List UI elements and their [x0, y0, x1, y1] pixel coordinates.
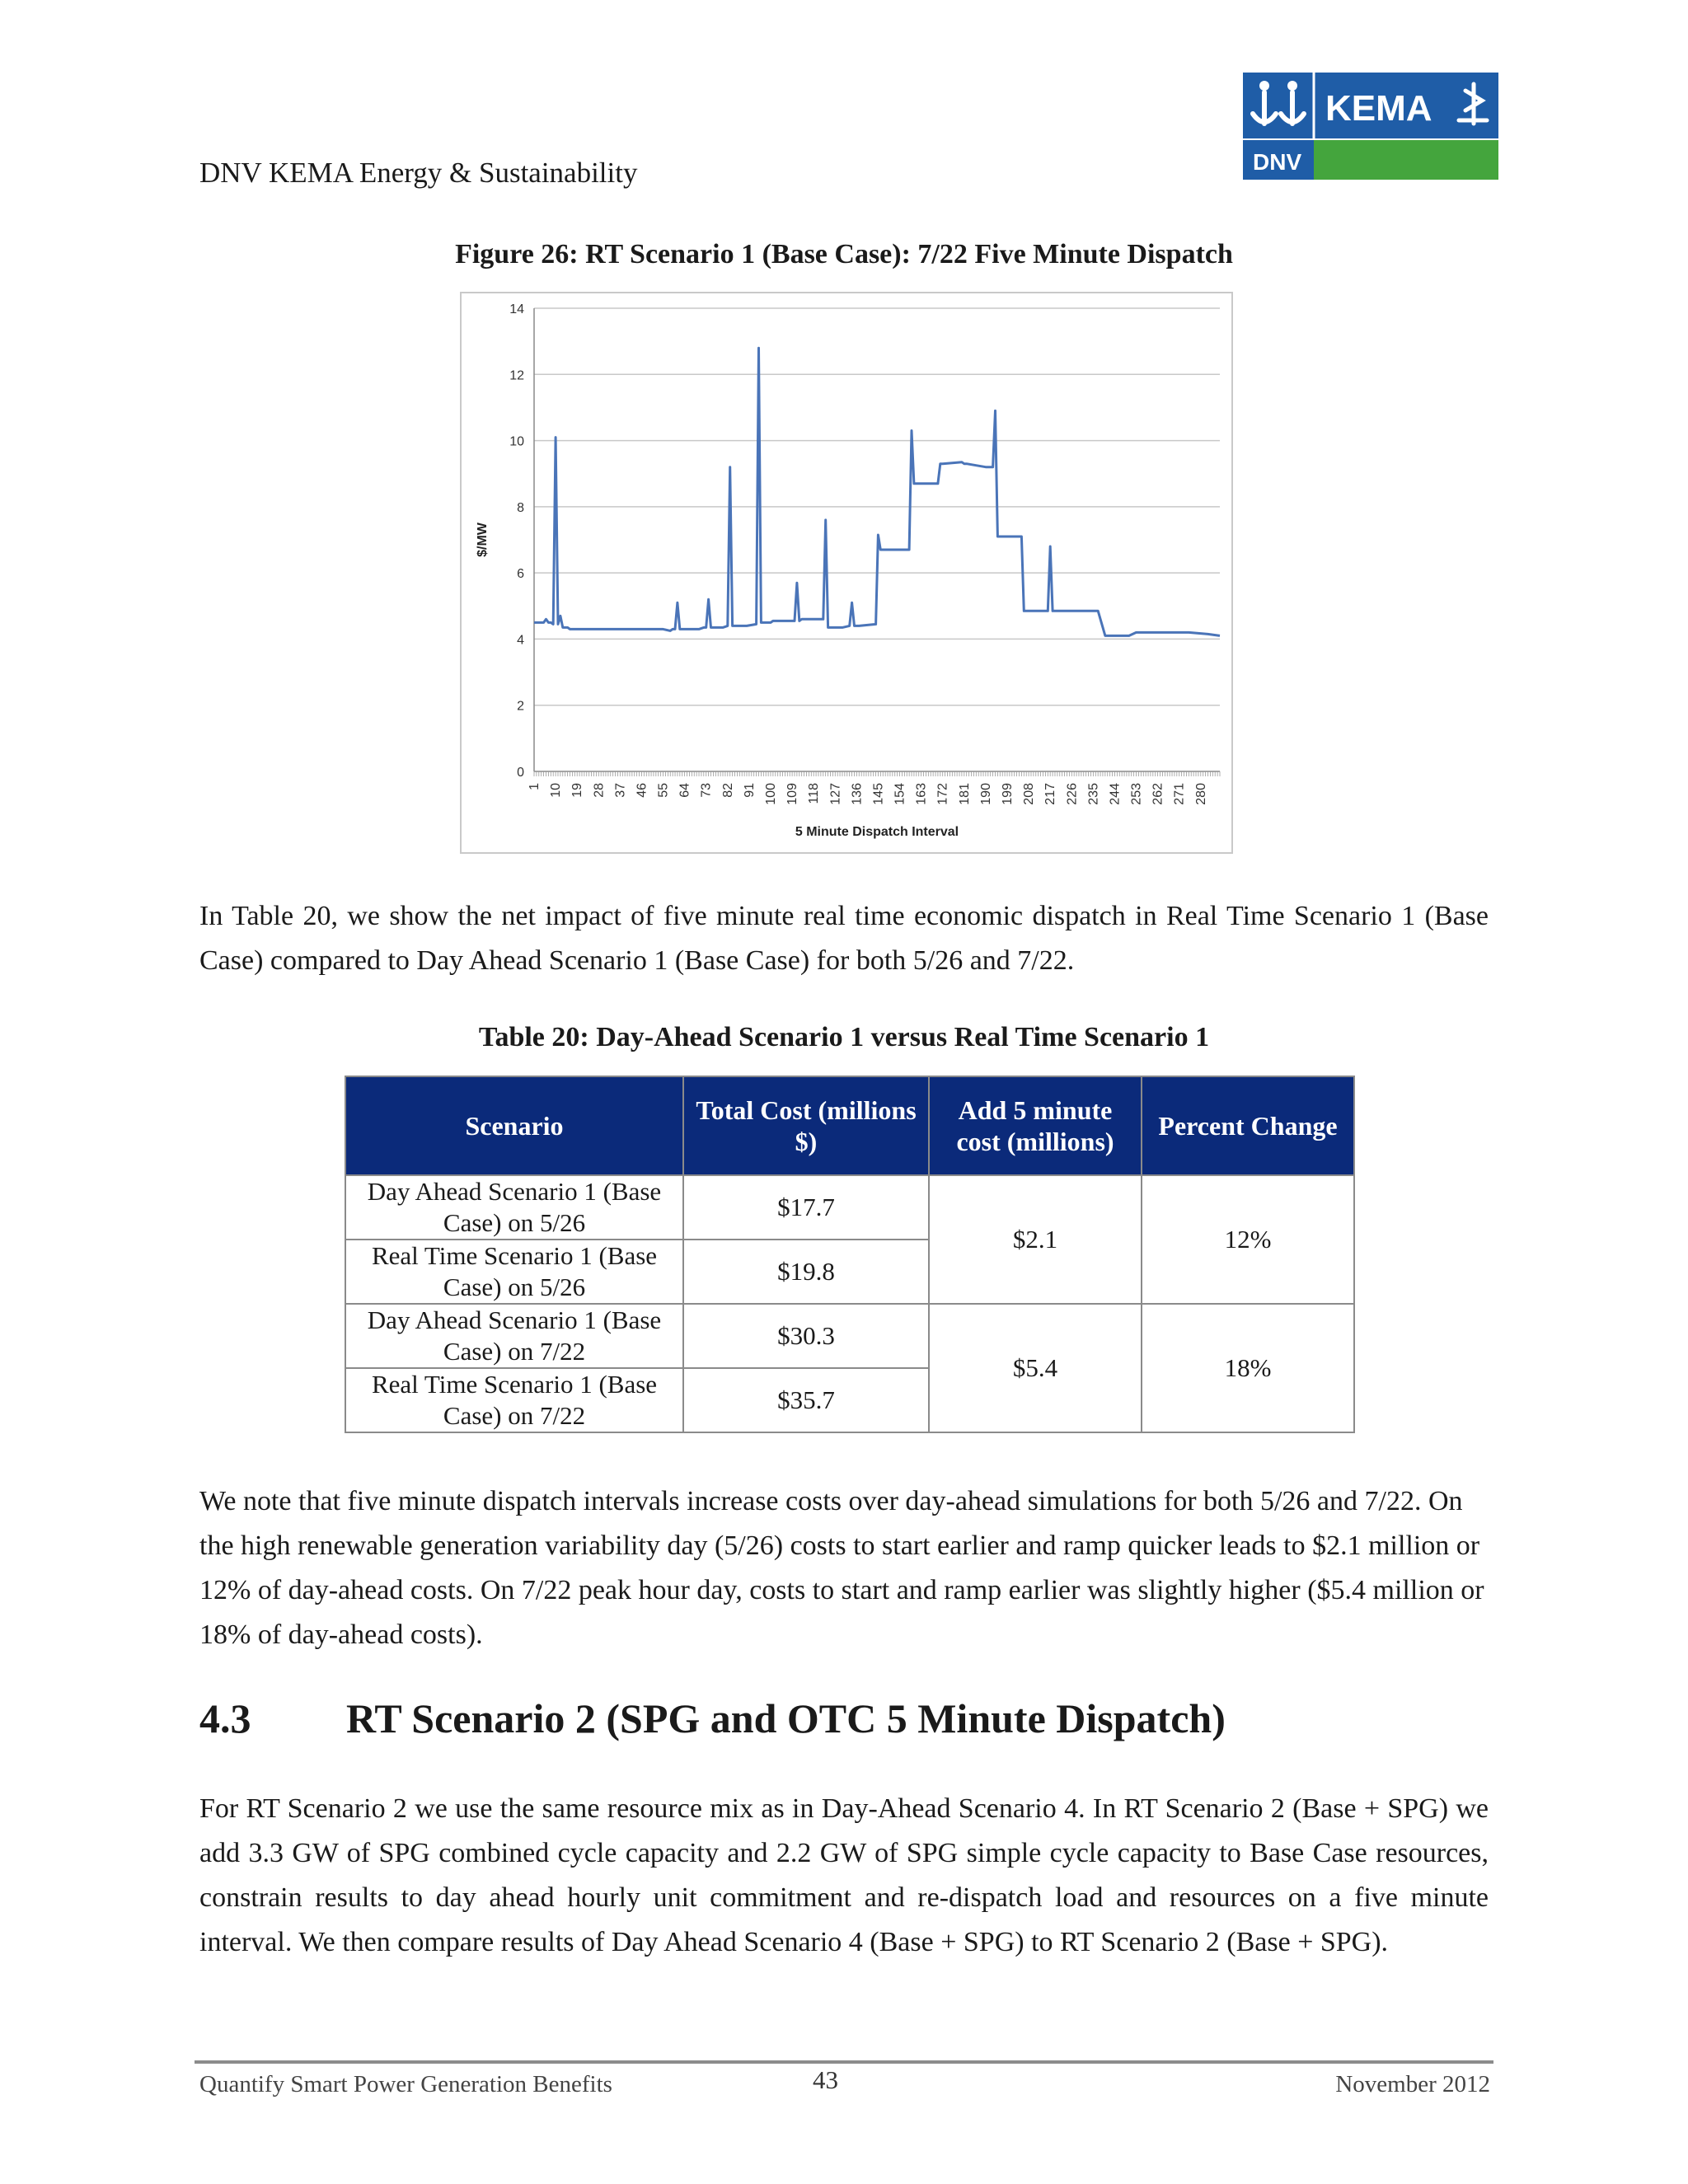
- x-tick-label: 244: [1108, 783, 1123, 805]
- x-tick-label: 28: [592, 783, 607, 798]
- x-tick-label: 262: [1151, 783, 1165, 805]
- x-tick-label: 91: [742, 783, 757, 798]
- footer-divider: [195, 2060, 1493, 2064]
- x-tick-label: 226: [1065, 783, 1080, 805]
- y-tick-label: 8: [517, 500, 524, 515]
- x-tick-label: 64: [678, 783, 692, 798]
- col-header-total-cost: Total Cost (millions $): [683, 1076, 929, 1175]
- x-tick-label: 1: [528, 783, 542, 790]
- paragraph-findings: We note that five minute dispatch intervals increase costs over day-ahead simulations for both 5/26 and 7/22. On the high renewable generation variability day (5/26) costs to start earlier and ramp quicker leads to $2.1 million or 12% of day-ahead costs. On 7/22 peak hour day, costs to start and ramp earlier was slightly higher ($5.4 million or 18% of day-ahead costs).: [199, 1486, 1484, 1650]
- x-tick-label: 10: [549, 783, 564, 798]
- cell-scenario: Real Time Scenario 1 (Base Case) on 7/22: [345, 1368, 683, 1432]
- cell-total-cost: $30.3: [683, 1304, 929, 1368]
- x-tick-label: 100: [763, 783, 778, 805]
- x-tick-label: 73: [699, 783, 714, 798]
- x-tick-label: 271: [1172, 783, 1187, 805]
- cell-total-cost: $19.8: [683, 1240, 929, 1304]
- table-row: [345, 1304, 1354, 1368]
- footer-page-number: 43: [813, 2065, 838, 2094]
- x-tick-label: 208: [1022, 783, 1037, 805]
- logo-kema-text: KEMA: [1325, 88, 1432, 129]
- footer-document-title: Quantify Smart Power Generation Benefits: [199, 2071, 612, 2097]
- line-chart: [460, 292, 1233, 854]
- x-tick-label: 163: [914, 783, 929, 805]
- x-tick-label: 253: [1129, 783, 1144, 805]
- footer-date: November 2012: [1335, 2071, 1490, 2097]
- cell-add-cost: $2.1: [929, 1175, 1142, 1304]
- col-header-percent-change: Percent Change: [1142, 1076, 1354, 1175]
- x-tick-label: 118: [807, 783, 822, 804]
- x-tick-label: 109: [785, 783, 800, 805]
- x-tick-label: 172: [935, 783, 950, 805]
- x-tick-label: 181: [957, 783, 972, 805]
- cell-scenario: Day Ahead Scenario 1 (Base Case) on 7/22: [345, 1304, 683, 1368]
- y-tick-label: 4: [517, 633, 524, 648]
- section-title: RT Scenario 2 (SPG and OTC 5 Minute Dispatch): [346, 1695, 1226, 1741]
- cell-add-cost: $5.4: [929, 1304, 1142, 1432]
- cost-comparison-table: [345, 1076, 1355, 1433]
- x-tick-label: 199: [1000, 783, 1015, 805]
- figure-title: Figure 26: RT Scenario 1 (Base Case): 7/22 Five Minute Dispatch: [455, 239, 1233, 269]
- x-tick-label: 82: [720, 783, 735, 798]
- x-tick-label: 136: [850, 783, 865, 805]
- section-heading: [199, 1694, 1226, 1742]
- cell-total-cost: $17.7: [683, 1175, 929, 1240]
- x-tick-label: 127: [828, 783, 843, 805]
- x-tick-label: 55: [656, 783, 671, 798]
- cell-scenario: Day Ahead Scenario 1 (Base Case) on 5/26: [345, 1175, 683, 1240]
- col-header-add-cost: Add 5 minute cost (millions): [929, 1076, 1142, 1175]
- y-tick-label: 6: [517, 567, 524, 582]
- y-tick-label: 14: [509, 302, 524, 316]
- paragraph-intro: In Table 20, we show the net impact of five minute real time economic dispatch in Real Time Scenario 1 (Base Case) compared to Day Ahead Scenario 1 (Base Case) for both 5/26 and 7/22.: [199, 901, 1489, 976]
- x-tick-label: 37: [613, 783, 628, 798]
- col-header-scenario: Scenario: [345, 1076, 683, 1175]
- y-axis-label: $/MW: [476, 523, 490, 557]
- paragraph-rt-scenario-2: For RT Scenario 2 we use the same resource mix as in Day-Ahead Scenario 4. In RT Scenario 2 (Base + SPG) we add 3.3 GW of SPG combined cycle capacity and 2.2 GW of SPG simple cycle capacity to Base Case resources, constrain results to day ahead hourly unit commitment and re-dispatch load and resources on a five minute interval. We then compare results of Day Ahead Scenario 4 (Base + SPG) to RT Scenario 2 (Base + SPG).: [199, 1793, 1489, 1957]
- section-number: 4.3: [199, 1695, 251, 1741]
- x-tick-label: 145: [871, 783, 886, 805]
- kema-dnv-logo: [1243, 73, 1498, 181]
- cell-percent-change: 18%: [1142, 1304, 1354, 1432]
- x-tick-label: 280: [1193, 783, 1208, 805]
- x-tick-label: 217: [1043, 783, 1058, 805]
- logo-dnv-text: DNV: [1253, 149, 1302, 175]
- cell-total-cost: $35.7: [683, 1368, 929, 1432]
- cell-scenario: Real Time Scenario 1 (Base Case) on 5/26: [345, 1240, 683, 1304]
- x-tick-label: 19: [570, 783, 585, 798]
- x-tick-label: 190: [978, 783, 993, 805]
- table-row: [345, 1175, 1354, 1240]
- table-title: Table 20: Day-Ahead Scenario 1 versus Real Time Scenario 1: [478, 1022, 1210, 1052]
- chart-svg: [462, 293, 1235, 855]
- x-tick-label: 235: [1086, 783, 1101, 805]
- x-tick-label: 154: [893, 783, 907, 805]
- x-tick-label: 46: [635, 783, 649, 798]
- cell-percent-change: 12%: [1142, 1175, 1354, 1304]
- y-tick-label: 0: [517, 766, 524, 780]
- series-line: [534, 348, 1220, 635]
- x-axis-label: 5 Minute Dispatch Interval: [795, 825, 959, 839]
- y-tick-label: 10: [509, 434, 524, 449]
- y-tick-label: 12: [509, 368, 524, 383]
- header-org-name: DNV KEMA Energy & Sustainability: [199, 157, 638, 189]
- y-tick-label: 2: [517, 699, 524, 714]
